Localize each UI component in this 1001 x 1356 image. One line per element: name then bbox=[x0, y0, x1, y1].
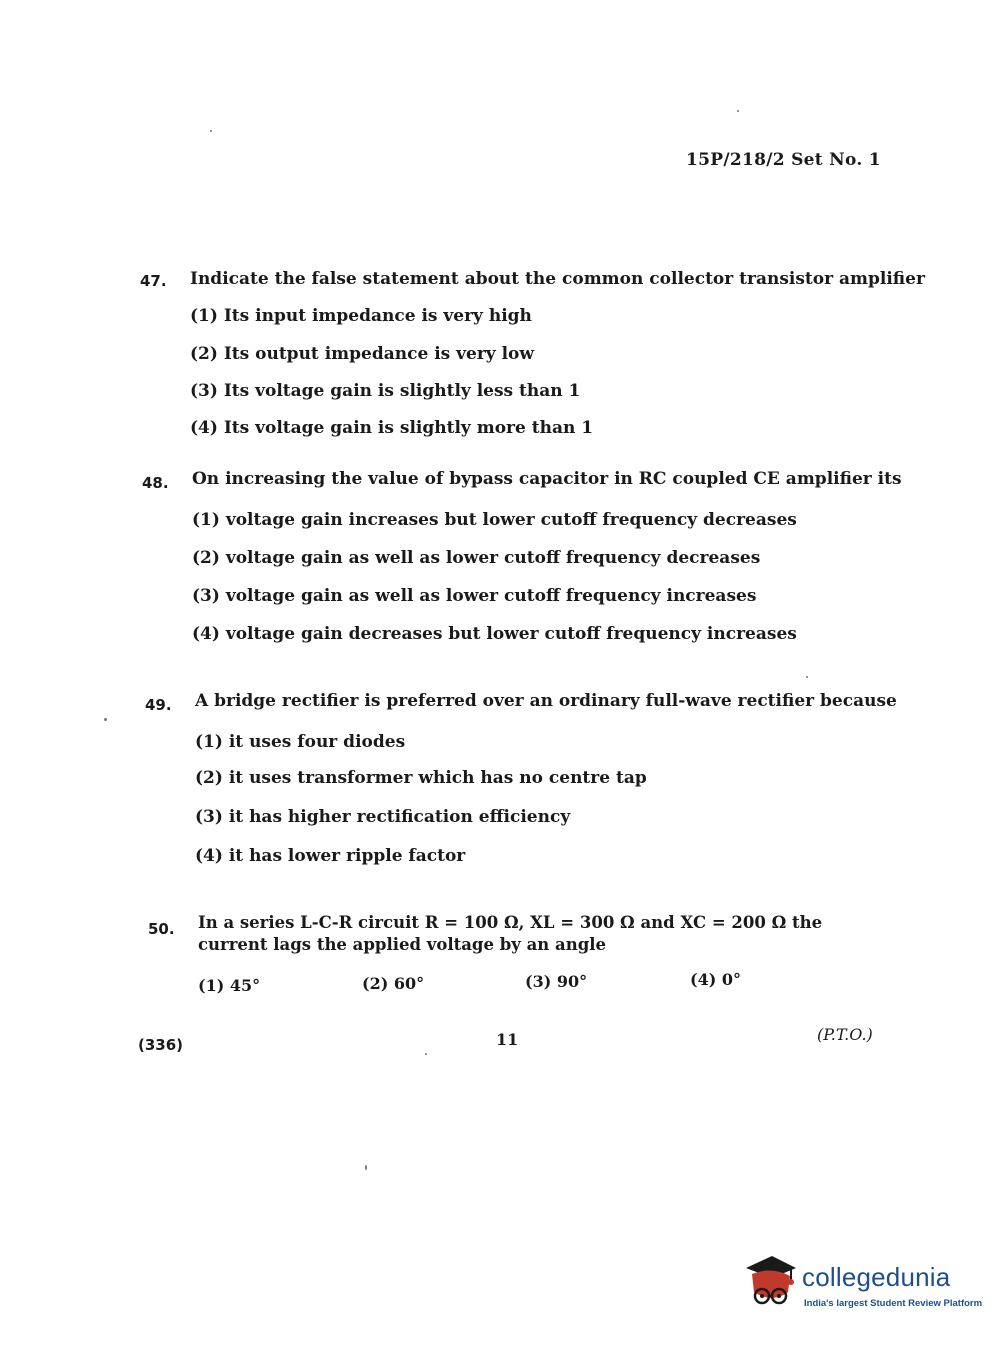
scan-speck bbox=[104, 718, 107, 721]
question-48 bbox=[142, 468, 902, 648]
scan-speck bbox=[806, 676, 808, 678]
option-4: (4) 0° bbox=[690, 970, 741, 989]
question-50 bbox=[148, 912, 878, 1002]
question-stem: Indicate the false statement about the common collector transistor amplifier bbox=[190, 269, 925, 289]
student-mascot-icon bbox=[742, 1252, 800, 1312]
option-1: (1) 45° bbox=[198, 976, 261, 995]
set-code: 15P/218/2 Set No. 1 bbox=[686, 150, 881, 170]
question-47 bbox=[140, 268, 925, 438]
option-4: (4) it has lower ripple factor bbox=[195, 846, 466, 866]
option-4: (4) voltage gain decreases but lower cutoff frequency increases bbox=[192, 624, 797, 644]
question-49 bbox=[145, 690, 897, 870]
option-3: (3) Its voltage gain is slightly less than 1 bbox=[190, 381, 581, 401]
please-turn-over: (P.T.O.) bbox=[817, 1025, 873, 1044]
question-stem: On increasing the value of bypass capacitor in RC coupled CE amplifier its bbox=[192, 469, 902, 489]
brand-name: collegedunia bbox=[802, 1262, 951, 1292]
question-number: 49. bbox=[145, 696, 172, 714]
page-number: 11 bbox=[496, 1030, 519, 1049]
option-4: (4) Its voltage gain is slightly more than 1 bbox=[190, 418, 594, 438]
option-1: (1) voltage gain increases but lower cutoff frequency decreases bbox=[192, 510, 797, 530]
question-stem: In a series L-C-R circuit R = 100 Ω, XL = 300 Ω and XC = 200 Ω the current lags the applied voltage by an angle bbox=[198, 913, 823, 954]
option-3: (3) it has higher rectification efficiency bbox=[195, 807, 571, 827]
scan-speck bbox=[425, 1053, 427, 1055]
question-number: 47. bbox=[140, 272, 167, 290]
option-3: (3) 90° bbox=[525, 972, 588, 991]
option-1: (1) it uses four diodes bbox=[195, 732, 406, 752]
scan-speck bbox=[210, 130, 212, 132]
option-2: (2) 60° bbox=[362, 974, 425, 993]
booklet-code: (336) bbox=[138, 1036, 184, 1054]
option-2: (2) it uses transformer which has no centre tap bbox=[195, 768, 647, 788]
question-stem: A bridge rectifier is preferred over an ordinary full-wave rectifier because bbox=[195, 691, 897, 711]
option-1: (1) Its input impedance is very high bbox=[190, 306, 532, 326]
option-2: (2) Its output impedance is very low bbox=[190, 344, 535, 364]
brand-tagline: India's largest Student Review Platform bbox=[804, 1298, 983, 1309]
option-2: (2) voltage gain as well as lower cutoff frequency decreases bbox=[192, 548, 761, 568]
scan-speck bbox=[365, 1165, 367, 1170]
option-3: (3) voltage gain as well as lower cutoff frequency increases bbox=[192, 586, 757, 606]
question-number: 48. bbox=[142, 474, 169, 492]
collegedunia-logo bbox=[742, 1252, 983, 1322]
question-number: 50. bbox=[148, 920, 175, 938]
scan-speck bbox=[737, 110, 739, 112]
